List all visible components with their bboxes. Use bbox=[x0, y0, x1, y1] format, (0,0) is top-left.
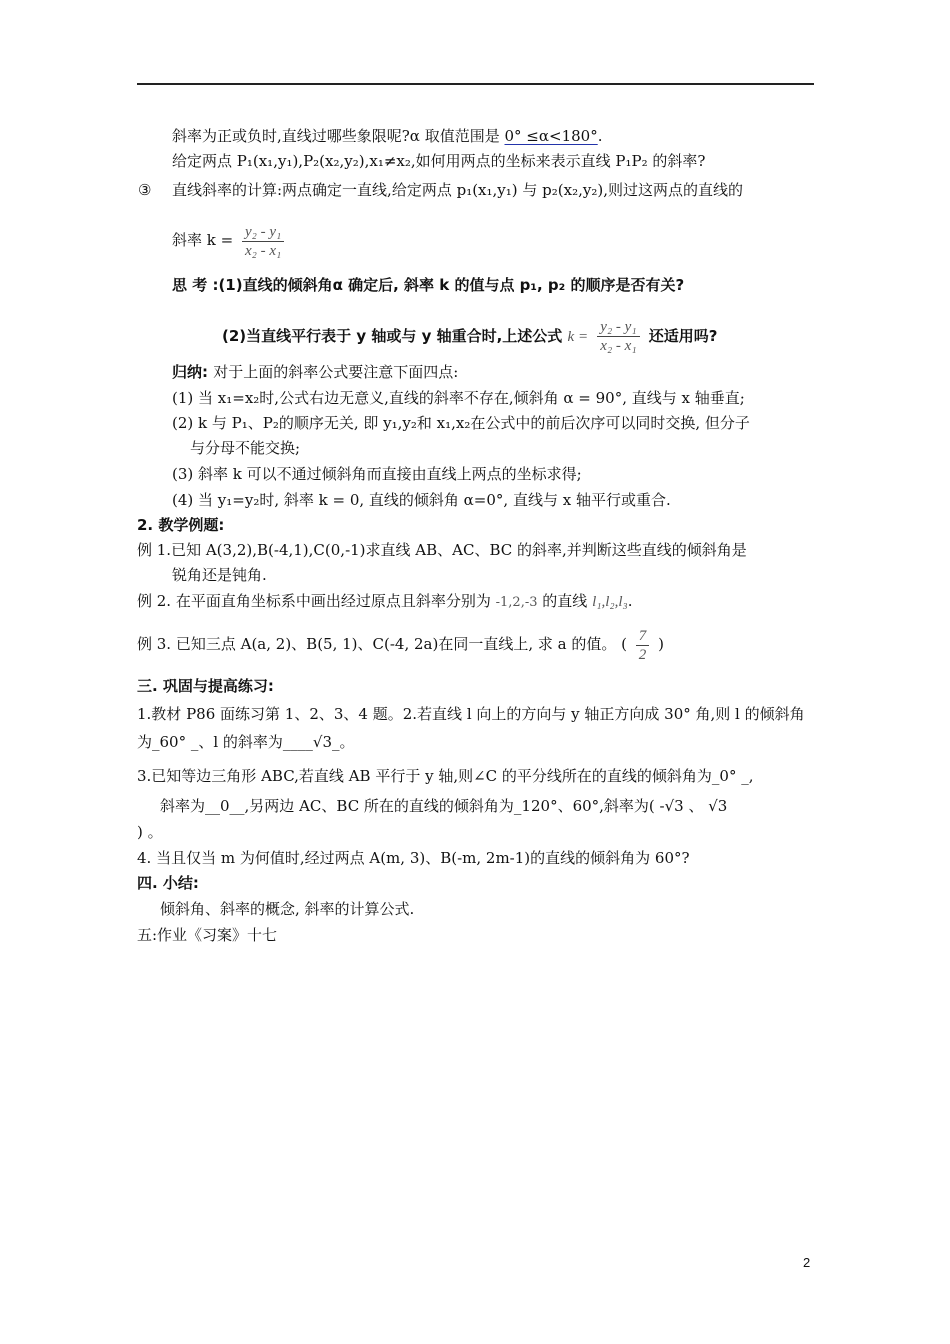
exercise-3-end: ) 。 bbox=[137, 823, 163, 841]
section-heading: 四. 小结: bbox=[137, 874, 199, 892]
slope-formula: 斜率 k = $\frac{\text{y₂ - y₁}}{\text{x₂ - x₁}}$ bbox=[172, 222, 288, 260]
think-question-1: 思 考 :(1)直线的倾斜角α 确定后, 斜率 k 的值与点 p₁, p₂ 的顺序是否有关? bbox=[172, 276, 685, 294]
summary-point: (3) 斜率 k 可以不通过倾斜角而直接由直线上两点的坐标求得; bbox=[172, 465, 582, 483]
summary-heading: 归纳: 对于上面的斜率公式要注意下面四点: bbox=[172, 363, 459, 381]
text-line: 斜率为正或负时,直线过哪些象限呢?α 取值范围是 0° ≤α<180°. bbox=[172, 127, 603, 145]
summary-point: (2) k 与 P₁、P₂的顺序无关, 即 y₁,y₂和 x₁,x₂在公式中的前后次序可以同时交换, 但分子 bbox=[172, 414, 750, 432]
header-rule bbox=[137, 83, 814, 85]
exercise-1-cont: 为_60° _、l 的斜率为____√3_。 bbox=[137, 733, 355, 751]
example-1: 例 1.已知 A(3,2),B(-4,1),C(0,-1)求直线 AB、AC、BC 的斜率,并判断这些直线的倾斜角是 bbox=[137, 541, 747, 559]
example-2: 例 2. 在平面直角坐标系中画出经过原点且斜率分别为 -1,2,-3 的直线 l₁,l₂,l₃. bbox=[137, 592, 633, 610]
example-3: 例 3. 已知三点 A(a, 2)、B(5, 1)、C(-4, 2a)在同一直线上, 求 a 的值。 ( $\frac{7}{2}$ ) bbox=[137, 627, 664, 663]
summary-text: 倾斜角、斜率的概念, 斜率的计算公式. bbox=[160, 900, 415, 918]
summary-point: (4) 当 y₁=y₂时, 斜率 k = 0, 直线的倾斜角 α=0°, 直线与 x 轴平行或重合. bbox=[172, 491, 671, 509]
exercise-3-cont: 斜率为__0__,另两边 AC、BC 所在的直线的倾斜角为_120°、60°,斜率为( -√3 、 √3 bbox=[160, 797, 728, 815]
text-line: 直线斜率的计算:两点确定一直线,给定两点 p₁(x₁,y₁) 与 p₂(x₂,y₂),则过这两点的直线的 bbox=[172, 181, 743, 199]
item-number: ③ bbox=[138, 181, 152, 199]
example-1-cont: 锐角还是钝角. bbox=[172, 566, 267, 584]
exercise-4: 4. 当且仅当 m 为何值时,经过两点 A(m, 3)、B(-m, 2m-1)的直线的倾斜角为 60°? bbox=[137, 849, 690, 867]
exercise-1: 1.教材 P86 面练习第 1、2、3、4 题。2.若直线 l 向上的方向与 y 轴正方向成 30° 角,则 l 的倾斜角 bbox=[137, 705, 805, 723]
section-heading: 三. 巩固与提高练习: bbox=[137, 677, 274, 695]
exercise-3: 3.已知等边三角形 ABC,若直线 AB 平行于 y 轴,则∠C 的平分线所在的直线的倾斜角为_0° _, bbox=[137, 767, 754, 785]
formula-fraction: $\frac{\text{y₂ - y₁}}{\text{x₂ - x₁}}$ bbox=[242, 223, 284, 260]
homework: 五:作业《习案》十七 bbox=[137, 926, 278, 944]
think-question-2: (2)当直线平行表于 y 轴或与 y 轴重合时,上述公式 k = $\frac{\text{y₂ - y₁}}{\text{x₂ - x₁}}$ 还适用吗? bbox=[222, 319, 718, 354]
angle-range: 0° ≤α<180° bbox=[504, 127, 598, 145]
summary-point: 与分母不能交换; bbox=[190, 439, 301, 457]
formula-fraction: $\frac{\text{y₂ - y₁}}{\text{x₂ - x₁}}$ bbox=[597, 318, 639, 355]
section-heading: 2. 教学例题: bbox=[137, 516, 225, 534]
summary-point: (1) 当 x₁=x₂时,公式右边无意义,直线的斜率不存在,倾斜角 α = 90°, 直线与 x 轴垂直; bbox=[172, 389, 745, 407]
text-line: 给定两点 P₁(x₁,y₁),P₂(x₂,y₂),x₁≠x₂,如何用两点的坐标来表示直线 P₁P₂ 的斜率? bbox=[172, 152, 706, 170]
answer-fraction: $\frac{7}{2}$ bbox=[636, 627, 650, 664]
page-number: 2 bbox=[803, 1255, 811, 1270]
